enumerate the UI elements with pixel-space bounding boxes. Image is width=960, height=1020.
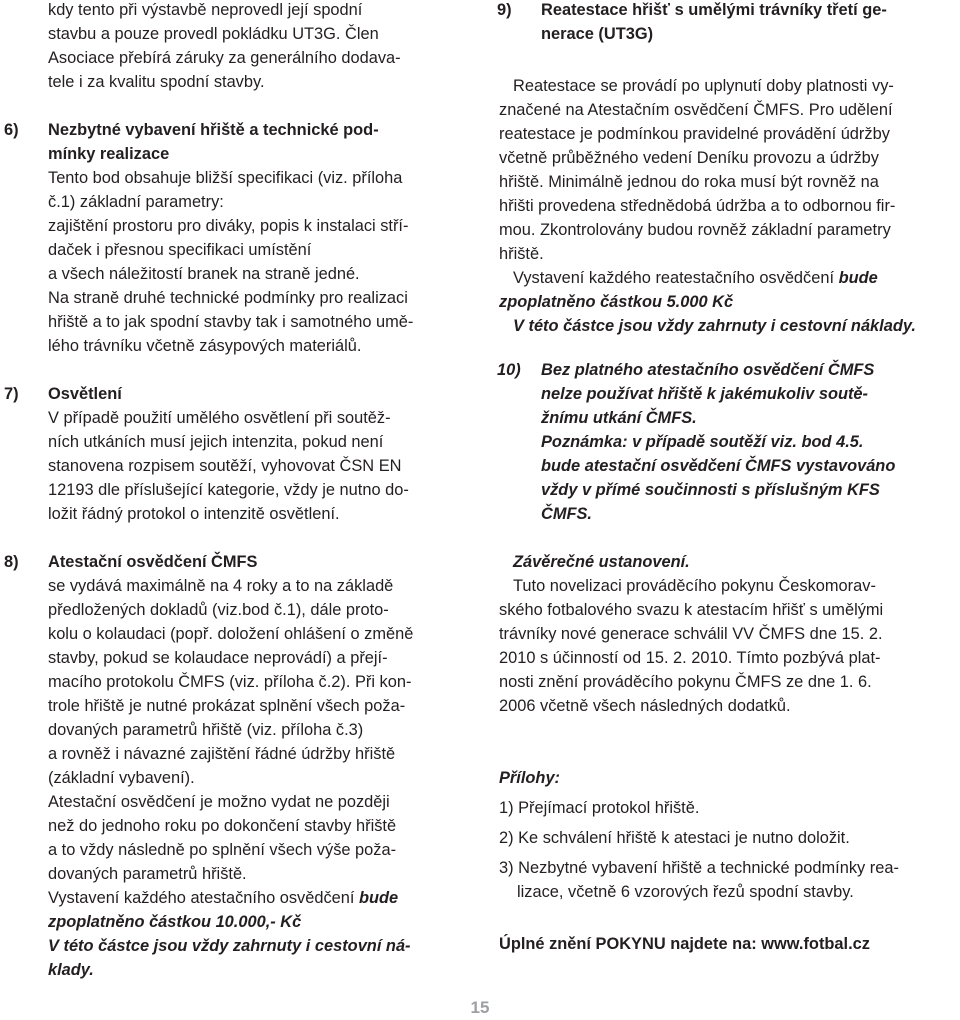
paragraph-line: mou. Zkontrolovány budou rovněž základní parametry bbox=[499, 221, 891, 239]
paragraph-line: lého trávníku včetně zásypových materiálů. bbox=[48, 337, 362, 355]
paragraph-line: kolu o kolaudaci (popř. doložení ohlášení o změně bbox=[48, 625, 414, 643]
paragraph-line: Atestační osvědčení je možno vydat ne později bbox=[48, 793, 390, 811]
paragraph-line: a to vždy následně po splnění všech výše poža- bbox=[48, 841, 397, 859]
section-heading: Osvětlení bbox=[48, 385, 122, 403]
notice-line: Bez platného atestačního osvědčení ČMFS bbox=[541, 361, 875, 379]
paragraph-line: se vydává maximálně na 4 roky a to na základě bbox=[48, 577, 394, 595]
paragraph-line: Asociace přebírá záruky za generálního dodava- bbox=[48, 49, 401, 67]
attachment-item: 1) Přejímací protokol hřiště. bbox=[499, 799, 700, 817]
section-heading: Atestační osvědčení ČMFS bbox=[48, 553, 258, 571]
paragraph-line: reatestace je podmínkou pravidelné provádění údržby bbox=[499, 125, 890, 143]
paragraph-line: stavby, pokud se kolaudace neprovádí) a přejí- bbox=[48, 649, 388, 667]
paragraph-line: a všech náležitostí branek na straně jedné. bbox=[48, 265, 360, 283]
paragraph-line: ních utkáních musí jejich intenzita, pokud není bbox=[48, 433, 384, 451]
paragraph-line: Tento bod obsahuje bližší specifikaci (viz. příloha bbox=[48, 169, 403, 187]
paragraph-line: stanovena rozpisem soutěží, vyhovovat ČSN EN bbox=[48, 457, 402, 475]
paragraph-line: macího protokolu ČMFS (viz. příloha č.2). Při kon- bbox=[48, 673, 412, 691]
paragraph-line: hřišti provedena střednědobá údržba a to odbornou fir- bbox=[499, 197, 896, 215]
attachment-item: 3) Nezbytné vybavení hřiště a technické podmínky rea- bbox=[499, 859, 899, 877]
paragraph-line: 2010 s účinností od 15. 2. 2010. Tímto pozbývá plat- bbox=[499, 649, 881, 667]
paragraph-line: trole hřiště je nutné prokázat splnění všech poža- bbox=[48, 697, 406, 715]
notice-line: vždy v přímé součinnosti s příslušným KFS bbox=[541, 481, 880, 499]
paragraph-line: předložených dokladů (viz.bod č.1), dále proto- bbox=[48, 601, 389, 619]
paragraph-line: zajištění prostoru pro diváky, popis k instalaci stří- bbox=[48, 217, 409, 235]
fee-line bbox=[48, 886, 398, 910]
paragraph-line: Reatestace se provádí po uplynutí doby platnosti vy- bbox=[513, 77, 894, 95]
attachment-item: lizace, včetně 6 vzorových řezů spodní stavby. bbox=[517, 883, 854, 901]
fee-note: V této částce jsou vždy zahrnuty i cestovní náklady. bbox=[513, 317, 916, 335]
section-heading: nerace (UT3G) bbox=[541, 25, 654, 43]
section-heading: mínky realizace bbox=[48, 145, 170, 163]
paragraph-line: daček i přesnou specifikaci umístění bbox=[48, 241, 312, 259]
paragraph-line: Tuto novelizaci prováděcího pokynu Českomorav- bbox=[513, 577, 876, 595]
paragraph-line: kdy tento při výstavbě neprovedl její spodní bbox=[48, 1, 363, 19]
paragraph-line: Na straně druhé technické podmínky pro realizaci bbox=[48, 289, 408, 307]
paragraph-line: nosti znění prováděcího pokynu ČMFS ze dne 1. 6. bbox=[499, 673, 872, 691]
footer-link-line: Úplné znění POKYNU najdete na: www.fotbal.cz bbox=[499, 935, 870, 953]
paragraph-line: stavbu a pouze provedl pokládku UT3G. Člen bbox=[48, 25, 379, 43]
section-number: 10) bbox=[497, 361, 521, 379]
paragraph-line: dovaných parametrů hřiště (viz. příloha č.3) bbox=[48, 721, 364, 739]
fee-text: Vystavení každého reatestačního osvědčení bbox=[513, 269, 839, 287]
section-heading: Reatestace hřišť s umělými trávníky třetí ge- bbox=[541, 1, 887, 19]
paragraph-line: než do jednoho roku po dokončení stavby hřiště bbox=[48, 817, 397, 835]
section-number: 8) bbox=[4, 553, 19, 571]
section-heading: Nezbytné vybavení hřiště a technické pod- bbox=[48, 121, 379, 139]
attachments-heading: Přílohy: bbox=[499, 769, 561, 787]
fee-line bbox=[513, 266, 878, 290]
fee-text: Vystavení každého atestačního osvědčení bbox=[48, 889, 360, 907]
notice-line: Poznámka: v případě soutěží viz. bod 4.5. bbox=[541, 433, 864, 451]
paragraph-line: 2006 včetně všech následných dodatků. bbox=[499, 697, 791, 715]
section-number: 6) bbox=[4, 121, 19, 139]
notice-line: ČMFS. bbox=[541, 505, 592, 523]
final-heading: Závěrečné ustanovení. bbox=[513, 553, 690, 571]
fee-emphasis: bude bbox=[359, 889, 399, 907]
attachment-item: 2) Ke schválení hřiště k atestaci je nutno doložit. bbox=[499, 829, 850, 847]
notice-line: nelze používat hřiště k jakémukoliv soutě- bbox=[541, 385, 868, 403]
paragraph-line: trávníky nové generace schválil VV ČMFS dne 15. 2. bbox=[499, 625, 883, 643]
section-number: 9) bbox=[497, 1, 512, 19]
paragraph-line: tele i za kvalitu spodní stavby. bbox=[48, 73, 265, 91]
notice-line: žnímu utkání ČMFS. bbox=[541, 409, 697, 427]
notice-line: bude atestační osvědčení ČMFS vystavováno bbox=[541, 457, 896, 475]
paragraph-line: ského fotbalového svazu k atestacím hřišť s umělými bbox=[499, 601, 884, 619]
fee-note: V této částce jsou vždy zahrnuty i cestovní ná- bbox=[48, 937, 411, 955]
fee-note: klady. bbox=[48, 961, 94, 979]
paragraph-line: hřiště a to jak spodní stavby tak i samotného umě- bbox=[48, 313, 414, 331]
paragraph-line: 12193 dle příslušející kategorie, vždy je nutno do- bbox=[48, 481, 409, 499]
paragraph-line: č.1) základní parametry: bbox=[48, 193, 224, 211]
fee-amount: zpoplatněno částkou 10.000,- Kč bbox=[48, 913, 302, 931]
page-number: 15 bbox=[470, 998, 490, 1017]
paragraph-line: dovaných parametrů hřiště. bbox=[48, 865, 247, 883]
paragraph-line: ložit řádný protokol o intenzitě osvětlení. bbox=[48, 505, 340, 523]
paragraph-line: a rovněž i návazné zajištění řádné údržby hřiště bbox=[48, 745, 396, 763]
section-number: 7) bbox=[4, 385, 19, 403]
paragraph-line: včetně průběžného vedení Deníku provozu a údržby bbox=[499, 149, 879, 167]
fee-emphasis: bude bbox=[838, 269, 878, 287]
fee-amount: zpoplatněno částkou 5.000 Kč bbox=[499, 293, 734, 311]
paragraph-line: V případě použití umělého osvětlení při soutěž- bbox=[48, 409, 391, 427]
paragraph-line: hřiště. Minimálně jednou do roka musí být rovněž na bbox=[499, 173, 879, 191]
paragraph-line: značené na Atestačním osvědčení ČMFS. Pro udělení bbox=[499, 101, 893, 119]
paragraph-line: hřiště. bbox=[499, 245, 544, 263]
paragraph-line: (základní vybavení). bbox=[48, 769, 195, 787]
